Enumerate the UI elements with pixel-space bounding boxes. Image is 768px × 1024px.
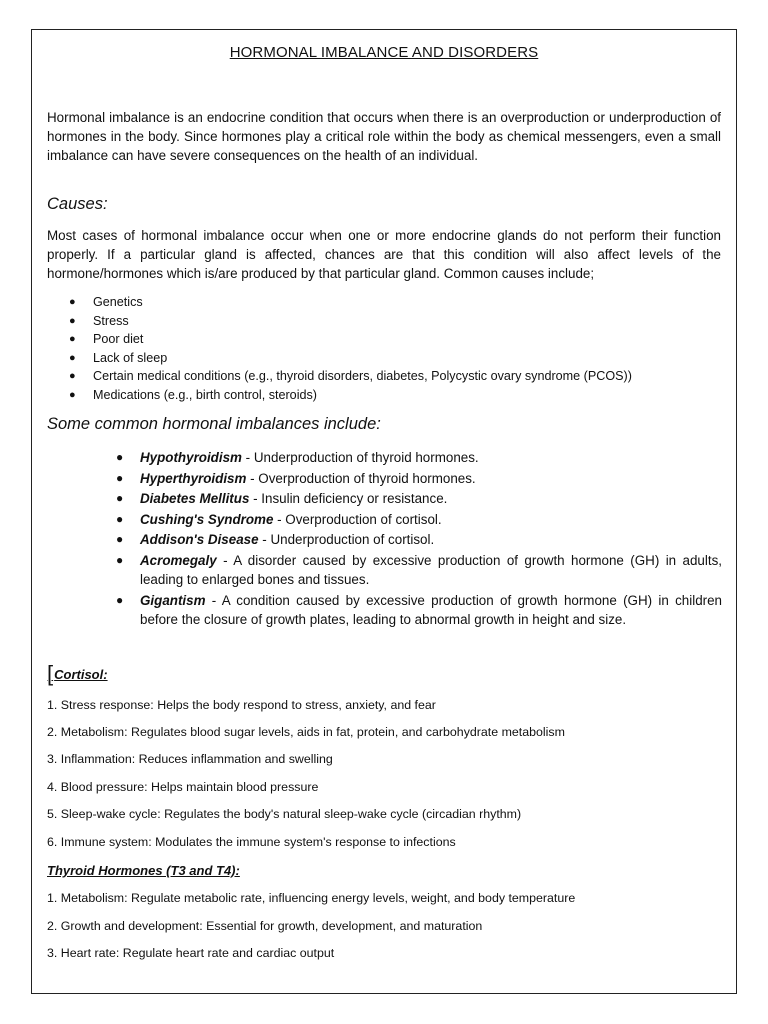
bullet-icon: ● xyxy=(69,314,76,327)
list-item xyxy=(112,469,722,489)
list-item xyxy=(112,591,722,630)
disorder-description: - A disorder caused by excessive production of growth hormone (GH) in adults, leading to enlarged bones and tissues. xyxy=(140,552,722,587)
list-item: ● Certain medical conditions (e.g., thyroid disorders, diabetes, Polycystic ovary syndrome (PCOS)) xyxy=(47,367,632,386)
causes-paragraph: Most cases of hormonal imbalance occur when one or more endocrine glands do not perform their function properly. If a particular gland is affected, chances are that this condition will also affect levels of the hormone/hormones which is/are produced by that particular gland. Common causes include; xyxy=(47,228,721,282)
causes-list xyxy=(47,293,632,404)
list-item xyxy=(112,551,722,590)
list-item: ● Poor diet xyxy=(47,330,632,349)
list-item: ● Genetics xyxy=(47,293,632,312)
list-item xyxy=(112,489,722,509)
bullet-icon: ● xyxy=(116,511,124,526)
cortisol-heading-text: Cortisol: xyxy=(54,667,108,682)
disorder-description: - Underproduction of thyroid hormones. xyxy=(241,450,479,465)
disorder-description: - Insulin deficiency or resistance. xyxy=(249,491,448,506)
bullet-icon: ● xyxy=(69,388,76,401)
list-item xyxy=(112,530,722,550)
disorder-description: - Overproduction of cortisol. xyxy=(273,511,442,527)
imbalances-heading: Some common hormonal imbalances include: xyxy=(47,415,381,433)
cortisol-item: 6. Immune system: Modulates the immune system's response to infections xyxy=(47,835,456,849)
bullet-icon: ● xyxy=(116,532,124,546)
bullet-icon: ● xyxy=(69,370,76,382)
disorder-term: Hyperthyroidism xyxy=(140,470,247,486)
disorder-term: Acromegaly xyxy=(140,552,217,568)
cortisol-heading xyxy=(47,661,108,687)
disorder-description: - Overproduction of thyroid hormones. xyxy=(246,470,476,486)
bullet-icon: ● xyxy=(116,470,124,485)
cortisol-item: 2. Metabolism: Regulates blood sugar levels, aids in fat, protein, and carbohydrate metabolism xyxy=(47,725,565,739)
list-item: ● Medications (e.g., birth control, steroids) xyxy=(47,386,632,405)
disorder-term: Cushing's Syndrome xyxy=(140,511,274,527)
causes-heading: Causes: xyxy=(47,195,108,213)
bullet-icon: ● xyxy=(69,296,76,308)
bullet-icon: ● xyxy=(116,592,124,607)
bullet-icon: ● xyxy=(69,333,76,345)
bracket-mark: [ xyxy=(47,661,54,686)
disorder-term: Addison's Disease xyxy=(140,532,259,547)
bullet-icon: ● xyxy=(116,552,124,567)
cortisol-item: 1. Stress response: Helps the body respond to stress, anxiety, and fear xyxy=(47,698,436,712)
cortisol-item: 4. Blood pressure: Helps maintain blood pressure xyxy=(47,780,319,794)
cortisol-item: 5. Sleep-wake cycle: Regulates the body's natural sleep-wake cycle (circadian rhythm) xyxy=(47,807,522,821)
disorder-term: Diabetes Mellitus xyxy=(140,491,250,506)
bullet-icon: ● xyxy=(69,351,76,364)
disorder-term: Hypothyroidism xyxy=(140,450,242,465)
disorder-term: Gigantism xyxy=(140,592,206,608)
bullet-icon: ● xyxy=(116,491,124,505)
cortisol-item: 3. Inflammation: Reduces inflammation and swelling xyxy=(47,752,333,766)
disorder-description: - A condition caused by excessive production of growth hormone (GH) in children before the closure of growth plates, leading to abnormal growth in height and size. xyxy=(140,592,722,627)
thyroid-heading: Thyroid Hormones (T3 and T4): xyxy=(47,863,240,878)
thyroid-item: 2. Growth and development: Essential for growth, development, and maturation xyxy=(47,919,483,933)
document-page xyxy=(31,29,737,994)
document-title: HORMONAL IMBALANCE AND DISORDERS xyxy=(229,44,539,61)
thyroid-item: 1. Metabolism: Regulate metabolic rate, influencing energy levels, weight, and body temperature xyxy=(47,891,576,905)
thyroid-item: 3. Heart rate: Regulate heart rate and cardiac output xyxy=(47,946,335,960)
bullet-icon: ● xyxy=(116,450,124,464)
intro-paragraph: Hormonal imbalance is an endocrine condition that occurs when there is an overproduction or underproduction of hormones in the body. Since hormones play a critical role within the body as chemical messengers, even a small imbalance can have severe consequences on the health of an individual. xyxy=(47,110,721,164)
list-item: ● Stress xyxy=(47,312,632,331)
list-item xyxy=(112,448,722,468)
list-item: ● Lack of sleep xyxy=(47,349,632,368)
disorder-description: - Underproduction of cortisol. xyxy=(258,532,435,547)
list-item xyxy=(112,510,722,530)
imbalances-list xyxy=(112,448,722,631)
